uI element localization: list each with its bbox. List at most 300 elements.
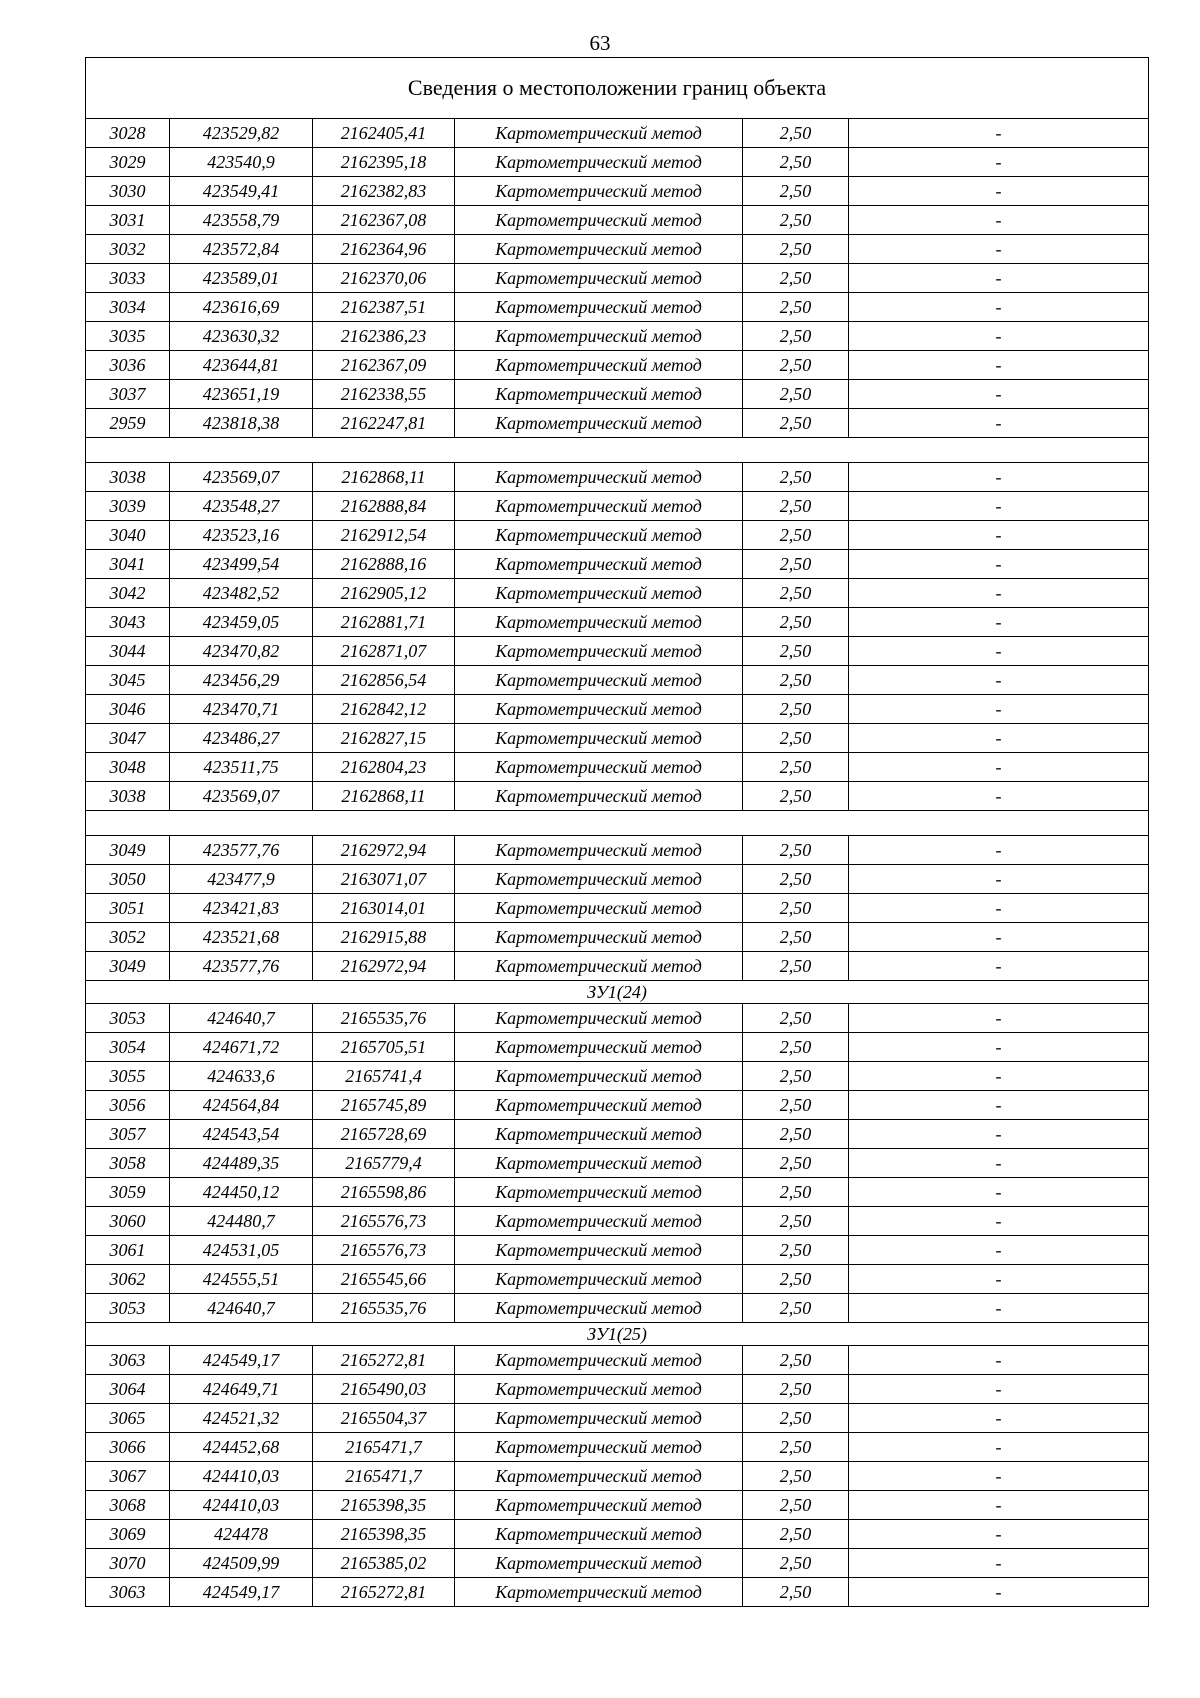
- point-number-cell: 3037: [86, 380, 170, 409]
- method-cell: Картометрический метод: [455, 1520, 743, 1549]
- description-cell: -: [849, 409, 1149, 438]
- table-row: [86, 1520, 1149, 1549]
- table-row: [86, 235, 1149, 264]
- description-cell: -: [849, 1578, 1149, 1607]
- x-coordinate-cell: 424478: [170, 1520, 313, 1549]
- table-row: [86, 1033, 1149, 1062]
- y-coordinate-cell: 2162367,09: [313, 351, 455, 380]
- accuracy-cell: 2,50: [743, 1491, 849, 1520]
- description-cell: -: [849, 206, 1149, 235]
- method-cell: Картометрический метод: [455, 1120, 743, 1149]
- point-number-cell: 3038: [86, 782, 170, 811]
- description-cell: -: [849, 177, 1149, 206]
- point-number-cell: 3063: [86, 1346, 170, 1375]
- description-cell: -: [849, 1294, 1149, 1323]
- description-cell: -: [849, 608, 1149, 637]
- table-row: [86, 409, 1149, 438]
- y-coordinate-cell: 2165545,66: [313, 1265, 455, 1294]
- point-number-cell: 3047: [86, 724, 170, 753]
- table-row: [86, 463, 1149, 492]
- description-cell: -: [849, 1462, 1149, 1491]
- method-cell: Картометрический метод: [455, 1265, 743, 1294]
- point-number-cell: 3038: [86, 463, 170, 492]
- method-cell: Картометрический метод: [455, 380, 743, 409]
- point-number-cell: 3057: [86, 1120, 170, 1149]
- point-number-cell: 3033: [86, 264, 170, 293]
- point-number-cell: 3062: [86, 1265, 170, 1294]
- description-cell: -: [849, 1004, 1149, 1033]
- y-coordinate-cell: 2165728,69: [313, 1120, 455, 1149]
- point-number-cell: 3066: [86, 1433, 170, 1462]
- description-cell: -: [849, 894, 1149, 923]
- point-number-cell: 3028: [86, 119, 170, 148]
- description-cell: -: [849, 1491, 1149, 1520]
- description-cell: -: [849, 148, 1149, 177]
- table-row: [86, 1491, 1149, 1520]
- table-row: [86, 380, 1149, 409]
- point-number-cell: 3069: [86, 1520, 170, 1549]
- method-cell: Картометрический метод: [455, 1549, 743, 1578]
- accuracy-cell: 2,50: [743, 724, 849, 753]
- point-number-cell: 3039: [86, 492, 170, 521]
- table-row: [86, 177, 1149, 206]
- point-number-cell: 3053: [86, 1294, 170, 1323]
- point-number-cell: 3068: [86, 1491, 170, 1520]
- point-number-cell: 3032: [86, 235, 170, 264]
- section-label: ЗУ1(25): [86, 1323, 1149, 1346]
- description-cell: -: [849, 1033, 1149, 1062]
- method-cell: Картометрический метод: [455, 119, 743, 148]
- y-coordinate-cell: 2162871,07: [313, 637, 455, 666]
- table-row: [86, 695, 1149, 724]
- method-cell: Картометрический метод: [455, 695, 743, 724]
- x-coordinate-cell: 423470,82: [170, 637, 313, 666]
- accuracy-cell: 2,50: [743, 695, 849, 724]
- accuracy-cell: 2,50: [743, 782, 849, 811]
- description-cell: -: [849, 637, 1149, 666]
- table-row: [86, 666, 1149, 695]
- y-coordinate-cell: 2165598,86: [313, 1178, 455, 1207]
- point-number-cell: 3067: [86, 1462, 170, 1491]
- accuracy-cell: 2,50: [743, 894, 849, 923]
- y-coordinate-cell: 2165490,03: [313, 1375, 455, 1404]
- x-coordinate-cell: 423630,32: [170, 322, 313, 351]
- description-cell: -: [849, 836, 1149, 865]
- x-coordinate-cell: 424649,71: [170, 1375, 313, 1404]
- page-number: 63: [589, 31, 611, 55]
- section-label: ЗУ1(24): [86, 981, 1149, 1004]
- method-cell: Картометрический метод: [455, 724, 743, 753]
- method-cell: Картометрический метод: [455, 1178, 743, 1207]
- y-coordinate-cell: 2162247,81: [313, 409, 455, 438]
- table-row: [86, 206, 1149, 235]
- x-coordinate-cell: 423486,27: [170, 724, 313, 753]
- table-row: [86, 637, 1149, 666]
- table-row: [86, 550, 1149, 579]
- y-coordinate-cell: 2162367,08: [313, 206, 455, 235]
- description-cell: -: [849, 1178, 1149, 1207]
- description-cell: -: [849, 695, 1149, 724]
- method-cell: Картометрический метод: [455, 492, 743, 521]
- method-cell: Картометрический метод: [455, 753, 743, 782]
- method-cell: Картометрический метод: [455, 351, 743, 380]
- method-cell: Картометрический метод: [455, 1294, 743, 1323]
- x-coordinate-cell: 424555,51: [170, 1265, 313, 1294]
- table-row: [86, 724, 1149, 753]
- accuracy-cell: 2,50: [743, 608, 849, 637]
- y-coordinate-cell: 2165779,4: [313, 1149, 455, 1178]
- description-cell: -: [849, 724, 1149, 753]
- method-cell: Картометрический метод: [455, 206, 743, 235]
- point-number-cell: 3031: [86, 206, 170, 235]
- description-cell: -: [849, 235, 1149, 264]
- point-number-cell: 3065: [86, 1404, 170, 1433]
- accuracy-cell: 2,50: [743, 1149, 849, 1178]
- method-cell: Картометрический метод: [455, 1004, 743, 1033]
- x-coordinate-cell: 424521,32: [170, 1404, 313, 1433]
- x-coordinate-cell: 423549,41: [170, 177, 313, 206]
- description-cell: -: [849, 1404, 1149, 1433]
- group-separator-row: [86, 811, 1149, 836]
- table-row: [86, 1346, 1149, 1375]
- point-number-cell: 3040: [86, 521, 170, 550]
- accuracy-cell: 2,50: [743, 1120, 849, 1149]
- table-row: [86, 579, 1149, 608]
- x-coordinate-cell: 423577,76: [170, 952, 313, 981]
- accuracy-cell: 2,50: [743, 1062, 849, 1091]
- y-coordinate-cell: 2165471,7: [313, 1462, 455, 1491]
- x-coordinate-cell: 423577,76: [170, 836, 313, 865]
- description-cell: -: [849, 1062, 1149, 1091]
- y-coordinate-cell: 2163071,07: [313, 865, 455, 894]
- accuracy-cell: 2,50: [743, 119, 849, 148]
- y-coordinate-cell: 2162387,51: [313, 293, 455, 322]
- y-coordinate-cell: 2165398,35: [313, 1520, 455, 1549]
- table-header-row: [86, 58, 1149, 119]
- method-cell: Картометрический метод: [455, 1149, 743, 1178]
- table-row: [86, 1433, 1149, 1462]
- table-row: [86, 148, 1149, 177]
- x-coordinate-cell: 424450,12: [170, 1178, 313, 1207]
- description-cell: -: [849, 293, 1149, 322]
- y-coordinate-cell: 2165576,73: [313, 1236, 455, 1265]
- section-label-row: [86, 981, 1149, 1004]
- table-row: [86, 753, 1149, 782]
- accuracy-cell: 2,50: [743, 1375, 849, 1404]
- x-coordinate-cell: 423523,16: [170, 521, 313, 550]
- x-coordinate-cell: 423459,05: [170, 608, 313, 637]
- group-separator-row: [86, 438, 1149, 463]
- table-row: [86, 865, 1149, 894]
- method-cell: Картометрический метод: [455, 1375, 743, 1404]
- accuracy-cell: 2,50: [743, 923, 849, 952]
- description-cell: -: [849, 1549, 1149, 1578]
- section-label-row: [86, 1323, 1149, 1346]
- method-cell: Картометрический метод: [455, 264, 743, 293]
- description-cell: -: [849, 322, 1149, 351]
- point-number-cell: 3041: [86, 550, 170, 579]
- x-coordinate-cell: 424509,99: [170, 1549, 313, 1578]
- description-cell: -: [849, 782, 1149, 811]
- point-number-cell: 3046: [86, 695, 170, 724]
- group-separator: [86, 438, 1149, 463]
- x-coordinate-cell: 424480,7: [170, 1207, 313, 1236]
- y-coordinate-cell: 2165535,76: [313, 1004, 455, 1033]
- table-row: [86, 1236, 1149, 1265]
- point-number-cell: 3051: [86, 894, 170, 923]
- x-coordinate-cell: 423651,19: [170, 380, 313, 409]
- y-coordinate-cell: 2162370,06: [313, 264, 455, 293]
- x-coordinate-cell: 424489,35: [170, 1149, 313, 1178]
- method-cell: Картометрический метод: [455, 1091, 743, 1120]
- accuracy-cell: 2,50: [743, 753, 849, 782]
- y-coordinate-cell: 2162382,83: [313, 177, 455, 206]
- point-number-cell: 3044: [86, 637, 170, 666]
- accuracy-cell: 2,50: [743, 1033, 849, 1062]
- description-cell: -: [849, 753, 1149, 782]
- table-body: [86, 58, 1149, 1607]
- y-coordinate-cell: 2165504,37: [313, 1404, 455, 1433]
- y-coordinate-cell: 2162868,11: [313, 782, 455, 811]
- method-cell: Картометрический метод: [455, 894, 743, 923]
- point-number-cell: 3029: [86, 148, 170, 177]
- method-cell: Картометрический метод: [455, 463, 743, 492]
- table-row: [86, 1062, 1149, 1091]
- y-coordinate-cell: 2162386,23: [313, 322, 455, 351]
- point-number-cell: 3056: [86, 1091, 170, 1120]
- y-coordinate-cell: 2162856,54: [313, 666, 455, 695]
- method-cell: Картометрический метод: [455, 322, 743, 351]
- point-number-cell: 3045: [86, 666, 170, 695]
- table-row: [86, 1207, 1149, 1236]
- description-cell: -: [849, 1091, 1149, 1120]
- method-cell: Картометрический метод: [455, 1062, 743, 1091]
- point-number-cell: 3063: [86, 1578, 170, 1607]
- description-cell: -: [849, 492, 1149, 521]
- description-cell: -: [849, 1207, 1149, 1236]
- point-number-cell: 3043: [86, 608, 170, 637]
- table-row: [86, 1294, 1149, 1323]
- x-coordinate-cell: 423540,9: [170, 148, 313, 177]
- table-row: [86, 923, 1149, 952]
- table-row: [86, 351, 1149, 380]
- accuracy-cell: 2,50: [743, 148, 849, 177]
- point-number-cell: 3060: [86, 1207, 170, 1236]
- accuracy-cell: 2,50: [743, 952, 849, 981]
- point-number-cell: 3049: [86, 952, 170, 981]
- method-cell: Картометрический метод: [455, 666, 743, 695]
- method-cell: Картометрический метод: [455, 1207, 743, 1236]
- x-coordinate-cell: 424564,84: [170, 1091, 313, 1120]
- accuracy-cell: 2,50: [743, 1236, 849, 1265]
- method-cell: Картометрический метод: [455, 836, 743, 865]
- y-coordinate-cell: 2162338,55: [313, 380, 455, 409]
- x-coordinate-cell: 424671,72: [170, 1033, 313, 1062]
- x-coordinate-cell: 424410,03: [170, 1491, 313, 1520]
- table-row: [86, 1404, 1149, 1433]
- x-coordinate-cell: 423470,71: [170, 695, 313, 724]
- accuracy-cell: 2,50: [743, 1578, 849, 1607]
- x-coordinate-cell: 423482,52: [170, 579, 313, 608]
- accuracy-cell: 2,50: [743, 264, 849, 293]
- y-coordinate-cell: 2162842,12: [313, 695, 455, 724]
- x-coordinate-cell: 423548,27: [170, 492, 313, 521]
- method-cell: Картометрический метод: [455, 782, 743, 811]
- x-coordinate-cell: 423589,01: [170, 264, 313, 293]
- point-number-cell: 3061: [86, 1236, 170, 1265]
- y-coordinate-cell: 2162972,94: [313, 836, 455, 865]
- description-cell: -: [849, 380, 1149, 409]
- point-number-cell: 3030: [86, 177, 170, 206]
- x-coordinate-cell: 424633,6: [170, 1062, 313, 1091]
- method-cell: Картометрический метод: [455, 1462, 743, 1491]
- x-coordinate-cell: 423521,68: [170, 923, 313, 952]
- point-number-cell: 3036: [86, 351, 170, 380]
- method-cell: Картометрический метод: [455, 409, 743, 438]
- accuracy-cell: 2,50: [743, 1265, 849, 1294]
- x-coordinate-cell: 423499,54: [170, 550, 313, 579]
- x-coordinate-cell: 424549,17: [170, 1578, 313, 1607]
- table-row: [86, 1091, 1149, 1120]
- accuracy-cell: 2,50: [743, 177, 849, 206]
- accuracy-cell: 2,50: [743, 1549, 849, 1578]
- method-cell: Картометрический метод: [455, 579, 743, 608]
- y-coordinate-cell: 2165272,81: [313, 1346, 455, 1375]
- accuracy-cell: 2,50: [743, 351, 849, 380]
- x-coordinate-cell: 424452,68: [170, 1433, 313, 1462]
- description-cell: -: [849, 1236, 1149, 1265]
- point-number-cell: 3035: [86, 322, 170, 351]
- method-cell: Картометрический метод: [455, 637, 743, 666]
- point-number-cell: 3059: [86, 1178, 170, 1207]
- accuracy-cell: 2,50: [743, 1346, 849, 1375]
- accuracy-cell: 2,50: [743, 1004, 849, 1033]
- accuracy-cell: 2,50: [743, 235, 849, 264]
- description-cell: -: [849, 1149, 1149, 1178]
- description-cell: -: [849, 579, 1149, 608]
- method-cell: Картометрический метод: [455, 1346, 743, 1375]
- table-row: [86, 836, 1149, 865]
- description-cell: -: [849, 666, 1149, 695]
- table-row: [86, 608, 1149, 637]
- method-cell: Картометрический метод: [455, 608, 743, 637]
- accuracy-cell: 2,50: [743, 865, 849, 894]
- description-cell: -: [849, 521, 1149, 550]
- y-coordinate-cell: 2162888,16: [313, 550, 455, 579]
- point-number-cell: 3050: [86, 865, 170, 894]
- y-coordinate-cell: 2162868,11: [313, 463, 455, 492]
- description-cell: -: [849, 463, 1149, 492]
- point-number-cell: 3052: [86, 923, 170, 952]
- accuracy-cell: 2,50: [743, 836, 849, 865]
- accuracy-cell: 2,50: [743, 579, 849, 608]
- description-cell: -: [849, 952, 1149, 981]
- y-coordinate-cell: 2165535,76: [313, 1294, 455, 1323]
- y-coordinate-cell: 2165576,73: [313, 1207, 455, 1236]
- point-number-cell: 3053: [86, 1004, 170, 1033]
- description-cell: -: [849, 1520, 1149, 1549]
- method-cell: Картометрический метод: [455, 1578, 743, 1607]
- accuracy-cell: 2,50: [743, 206, 849, 235]
- y-coordinate-cell: 2163014,01: [313, 894, 455, 923]
- table-row: [86, 1149, 1149, 1178]
- table-row: [86, 1265, 1149, 1294]
- table-row: [86, 322, 1149, 351]
- y-coordinate-cell: 2165385,02: [313, 1549, 455, 1578]
- y-coordinate-cell: 2162972,94: [313, 952, 455, 981]
- accuracy-cell: 2,50: [743, 322, 849, 351]
- y-coordinate-cell: 2162804,23: [313, 753, 455, 782]
- accuracy-cell: 2,50: [743, 380, 849, 409]
- description-cell: -: [849, 119, 1149, 148]
- y-coordinate-cell: 2165398,35: [313, 1491, 455, 1520]
- x-coordinate-cell: 423616,69: [170, 293, 313, 322]
- y-coordinate-cell: 2162905,12: [313, 579, 455, 608]
- description-cell: -: [849, 264, 1149, 293]
- description-cell: -: [849, 351, 1149, 380]
- method-cell: Картометрический метод: [455, 1491, 743, 1520]
- y-coordinate-cell: 2162405,41: [313, 119, 455, 148]
- point-number-cell: 3055: [86, 1062, 170, 1091]
- x-coordinate-cell: 423818,38: [170, 409, 313, 438]
- table-row: [86, 1375, 1149, 1404]
- method-cell: Картометрический метод: [455, 235, 743, 264]
- y-coordinate-cell: 2162881,71: [313, 608, 455, 637]
- x-coordinate-cell: 423572,84: [170, 235, 313, 264]
- x-coordinate-cell: 423421,83: [170, 894, 313, 923]
- table-row: [86, 1004, 1149, 1033]
- point-number-cell: 3058: [86, 1149, 170, 1178]
- description-cell: -: [849, 1265, 1149, 1294]
- accuracy-cell: 2,50: [743, 1433, 849, 1462]
- accuracy-cell: 2,50: [743, 1178, 849, 1207]
- point-number-cell: 2959: [86, 409, 170, 438]
- point-number-cell: 3054: [86, 1033, 170, 1062]
- table-row: [86, 1549, 1149, 1578]
- table-row: [86, 492, 1149, 521]
- x-coordinate-cell: 424640,7: [170, 1004, 313, 1033]
- accuracy-cell: 2,50: [743, 666, 849, 695]
- accuracy-cell: 2,50: [743, 1404, 849, 1433]
- table-row: [86, 1578, 1149, 1607]
- y-coordinate-cell: 2165705,51: [313, 1033, 455, 1062]
- x-coordinate-cell: 423477,9: [170, 865, 313, 894]
- description-cell: -: [849, 923, 1149, 952]
- method-cell: Картометрический метод: [455, 865, 743, 894]
- description-cell: -: [849, 1433, 1149, 1462]
- y-coordinate-cell: 2162915,88: [313, 923, 455, 952]
- accuracy-cell: 2,50: [743, 293, 849, 322]
- point-number-cell: 3048: [86, 753, 170, 782]
- y-coordinate-cell: 2165745,89: [313, 1091, 455, 1120]
- description-cell: -: [849, 550, 1149, 579]
- x-coordinate-cell: 423569,07: [170, 463, 313, 492]
- x-coordinate-cell: 423529,82: [170, 119, 313, 148]
- description-cell: -: [849, 1120, 1149, 1149]
- method-cell: Картометрический метод: [455, 1033, 743, 1062]
- x-coordinate-cell: 423456,29: [170, 666, 313, 695]
- accuracy-cell: 2,50: [743, 521, 849, 550]
- description-cell: -: [849, 865, 1149, 894]
- description-cell: -: [849, 1375, 1149, 1404]
- accuracy-cell: 2,50: [743, 409, 849, 438]
- y-coordinate-cell: 2165471,7: [313, 1433, 455, 1462]
- x-coordinate-cell: 424410,03: [170, 1462, 313, 1491]
- accuracy-cell: 2,50: [743, 463, 849, 492]
- method-cell: Картометрический метод: [455, 1236, 743, 1265]
- table-row: [86, 1120, 1149, 1149]
- y-coordinate-cell: 2165741,4: [313, 1062, 455, 1091]
